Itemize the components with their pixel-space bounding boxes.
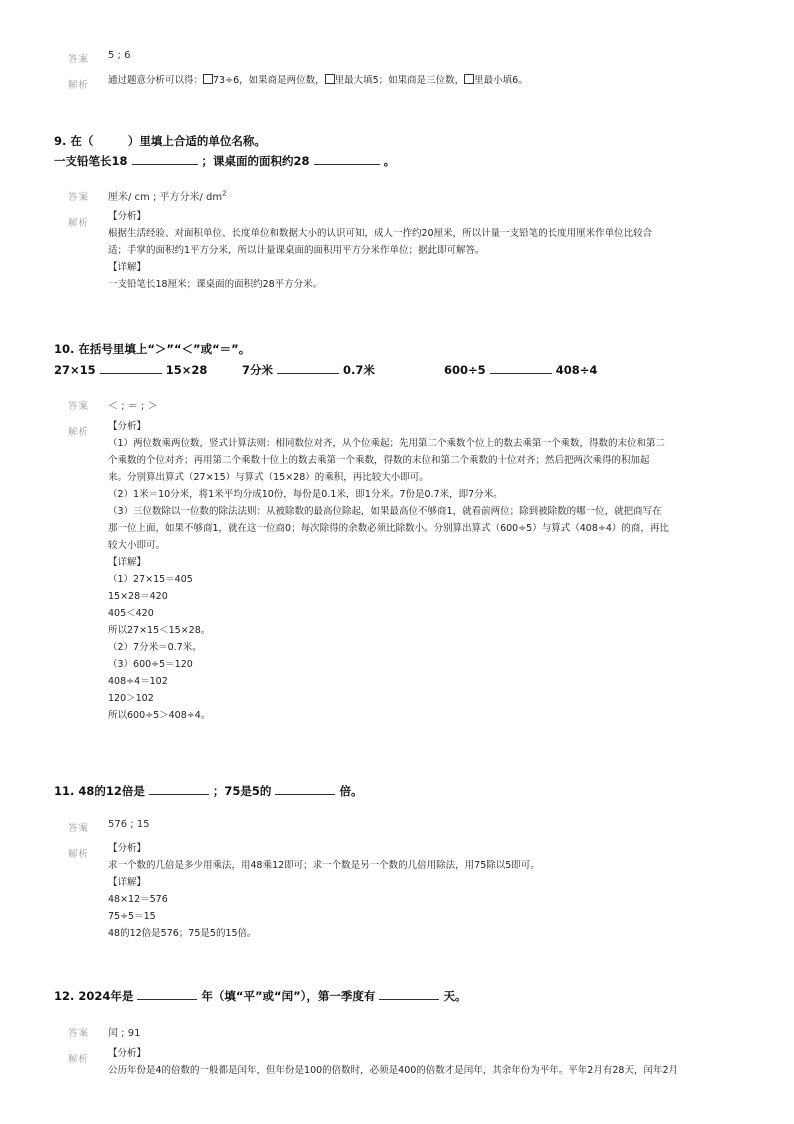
- analysis-label: 解析: [68, 427, 90, 438]
- answer-label: 答案: [68, 192, 90, 203]
- answer-blank[interactable]: [314, 153, 380, 165]
- answer-blank[interactable]: [379, 988, 439, 1000]
- blank-box: [203, 74, 213, 84]
- question-12-title: 12. 2024年是 年（填“平”或“闰”），第一季度有 天。: [54, 989, 467, 1003]
- analysis-block: 【分析】 求一个数的几倍是多少用乘法，用48乘12即可；求一个数是另一个数的几倍用除法，用75除以5即可。 【详解】 48×12＝576 75÷5＝15 48的12倍是576；75是5的15倍。: [108, 843, 540, 939]
- question-9-prompt: 一支铅笔长18 ；课桌面的面积约28 。: [54, 154, 396, 168]
- answer-blank[interactable]: [275, 783, 335, 795]
- answer-text: 5 ; 6: [108, 50, 131, 61]
- question-10-part-2: 7分米 0.7米: [242, 363, 375, 377]
- analysis-block: 【分析】 根据生活经验、对面积单位、长度单位和数据大小的认识可知，成人一拃约20厘米，所以计量一支铅笔的长度用厘米作单位比较合 适；手掌的面积约1平方分米，所以计量课桌面的面积用平方分米作单位；据此即可解答。 【详解】 一支铅笔长18厘米；课桌面的面积约28平方分米。: [108, 211, 653, 290]
- question-9-title: 9. 在（ ）里填上合适的单位名称。: [54, 134, 266, 148]
- analysis-label: 解析: [68, 80, 90, 91]
- blank-box: [464, 74, 474, 84]
- answer-label: 答案: [68, 823, 90, 834]
- answer-label: 答案: [68, 54, 90, 65]
- answer-blank[interactable]: [490, 362, 552, 374]
- answer-text: ＜ ; ＝ ; ＞: [108, 401, 158, 412]
- answer-text: 576 ; 15: [108, 819, 150, 830]
- answer-text: 闰 ; 91: [108, 1028, 141, 1039]
- analysis-text: 通过题意分析可以得： 73÷6，如果商是两位数， 里最大填5；如果商是三位数， 里最小填6。: [108, 75, 528, 86]
- answer-blank[interactable]: [149, 783, 209, 795]
- answer-blank[interactable]: [132, 153, 198, 165]
- analysis-label: 解析: [68, 218, 90, 229]
- analysis-label: 解析: [68, 849, 90, 860]
- analysis-block: 【分析】 （1）两位数乘两位数，竖式计算法则：相同数位对齐，从个位乘起；先用第二个乘数个位上的数去乘第一个乘数，得数的末位和第二 个乘数的个位对齐；再用第二个乘数十位上的数去乘第一个乘数，得数的末位和第二个乘数的十位对齐；然后把两次乘得的积加起 来。分别算出算式（27×15）与算式（15×28）的乘积，再比较大小即可。 （2）1米＝10分米，将1米平均分成10份，每份是0.1米，即1分米。7份是0.7米，即7分米。 （3）三位数除以一位数的除法法则：从被除数的最高位除起，如果最高位不够商1，就看前两位；除到被除数的哪一位，就把商写在 那一位上面，如果不够商1，就在这一位商0；每次除得的余数必须比除数小。分别算出算式（600÷5）与算式（408÷4）的商，再比 较大小即可。 【详解】 （1）27×15＝405 15×28＝420 405＜420 所以27×15＜15×28。 （2）7分米＝0.7米。 （3）600÷5＝120 408÷4＝102 120＞102 所以600÷5＞408÷4。: [108, 421, 669, 721]
- answer-blank[interactable]: [100, 362, 162, 374]
- answer-label: 答案: [68, 401, 90, 412]
- question-11-title: 11. 48的12倍是 ；75是5的 倍。: [54, 784, 363, 798]
- question-10-part-3: 600÷5 408÷4: [444, 363, 598, 377]
- answer-label: 答案: [68, 1028, 90, 1039]
- question-10-part-1: 27×15 15×28: [54, 363, 208, 377]
- blank-box: [325, 74, 335, 84]
- answer-blank[interactable]: [137, 988, 197, 1000]
- analysis-label: 解析: [68, 1054, 90, 1065]
- answer-text: 厘米/ cm ; 平方分米/ $dm^2$: [108, 189, 227, 203]
- answer-blank[interactable]: [277, 362, 339, 374]
- question-10-title: 10. 在括号里填上“＞”“＜”或“＝”。: [54, 342, 251, 356]
- analysis-block: 【分析】 公历年份是4的倍数的一般都是闰年，但年份是100的倍数时，必须是400的倍数才是闰年，其余年份为平年。平年2月有28天，闰年2月: [108, 1048, 678, 1076]
